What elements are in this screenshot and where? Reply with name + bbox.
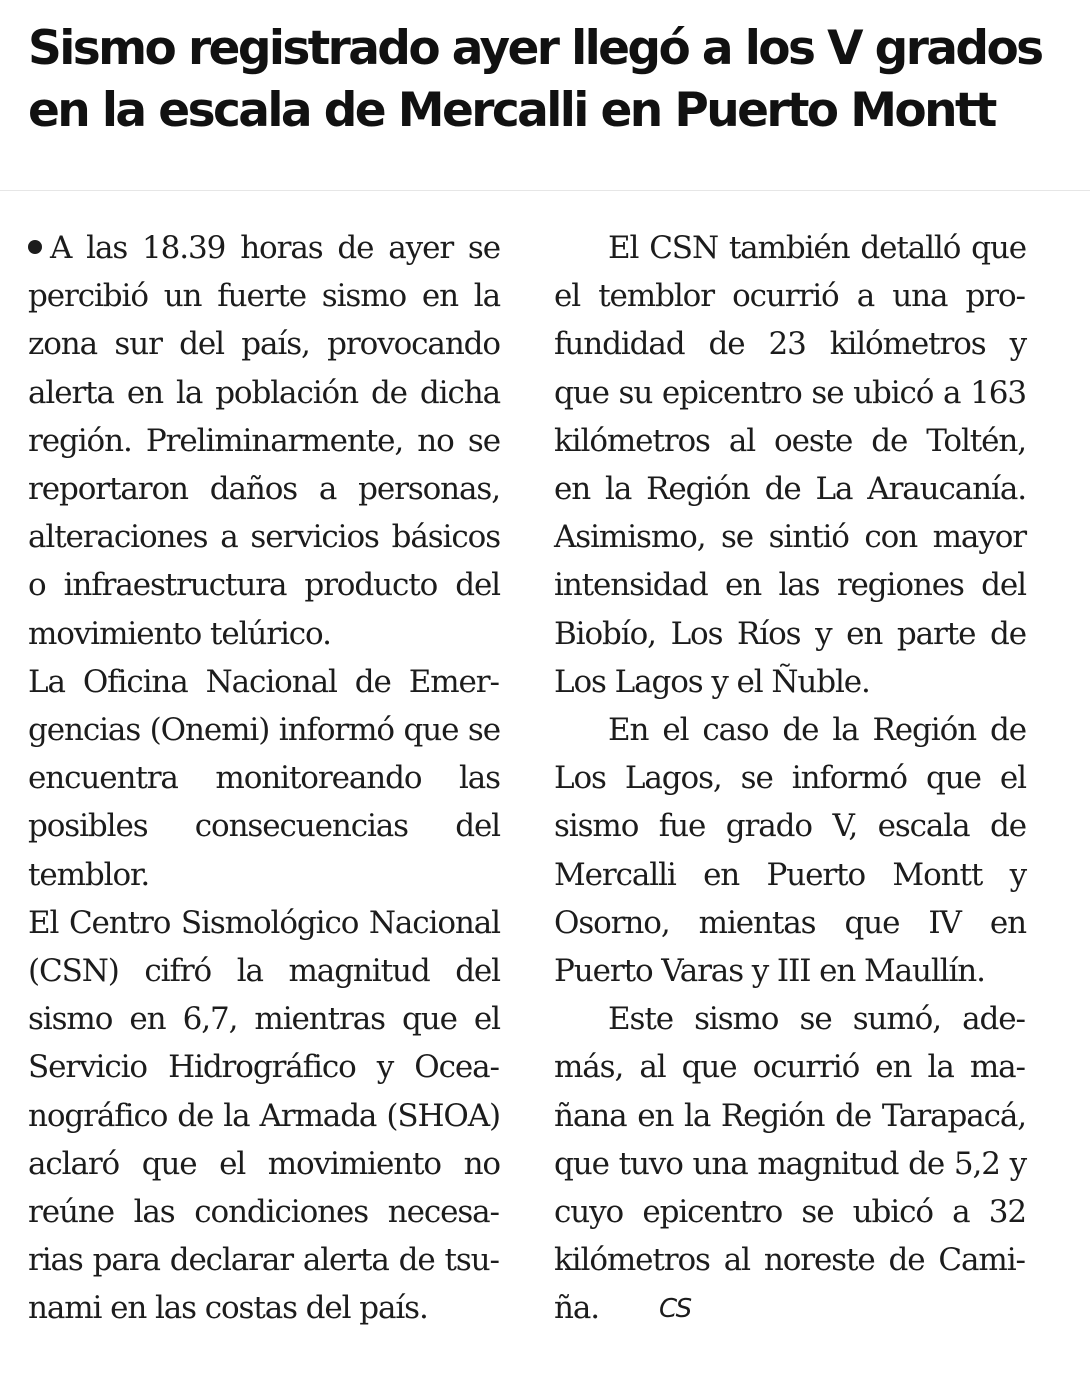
header-divider <box>0 190 1090 191</box>
paragraph-left-1-text: A las 18.39 horas de ayer se percibió un fuerte sismo en la zona sur del país, provocando alerta en la población de dicha región. Preliminarmente, no se reportaron daños a personas, alteraciones a servicios básicos o infraestructura producto del movimiento telúrico. <box>28 230 500 652</box>
paragraph-right-3-text: Este sismo se sumó, además, al que ocurrió en la mañana en la Región de Tarapacá, que tuvo una magnitud de 5,2 y cuyo epicentro se ubicó a 32 kilómetros al noreste de Camiña. <box>554 1001 1026 1327</box>
paragraph-left-3: El Centro Sismológico Nacional (CSN) cifró la magnitud del sismo en 6,7, mientras que el Servicio Hidrográfico y Oceanográfico de la Armada (SHOA) aclaró que el movimiento no reúne las condiciones necesarias para declarar alerta de tsunami en las costas del país. <box>28 904 500 1327</box>
headline <box>28 18 1068 142</box>
article-column-right <box>554 224 1026 1334</box>
paragraph-right-3 <box>554 995 1026 1333</box>
bullet-dot-icon <box>28 240 42 254</box>
headline-line-1: Sismo registrado ayer llegó a los V grados <box>28 21 1042 76</box>
signoff-mark: CS <box>659 1294 691 1325</box>
paragraph-right-2: En el caso de la Región de Los Lagos, se informó que el sismo fue grado V, escala de Mercalli en Puerto Montt y Osorno, mientas que IV en Puerto Varas y III en Maullín. <box>554 712 1026 990</box>
paragraph-left-2: La Oficina Nacional de Emergencias (Onemi) informó que se encuentra monitoreando las posibles consecuencias del temblor. <box>28 663 500 893</box>
paragraph-right-1: El CSN también detalló que el temblor ocurrió a una profundidad de 23 kilómetros y que su epicentro se ubicó a 163 kilómetros al oeste de Toltén, en la Región de La Araucanía. Asimismo, se sintió con mayor intensidad en las regiones del Biobío, Los Ríos y en parte de Los Lagos y el Ñuble. <box>554 230 1026 700</box>
headline-line-2: en la escala de Mercalli en Puerto Montt <box>28 83 995 138</box>
article-column-left <box>28 224 500 1333</box>
paragraph-left-1 <box>28 224 500 658</box>
